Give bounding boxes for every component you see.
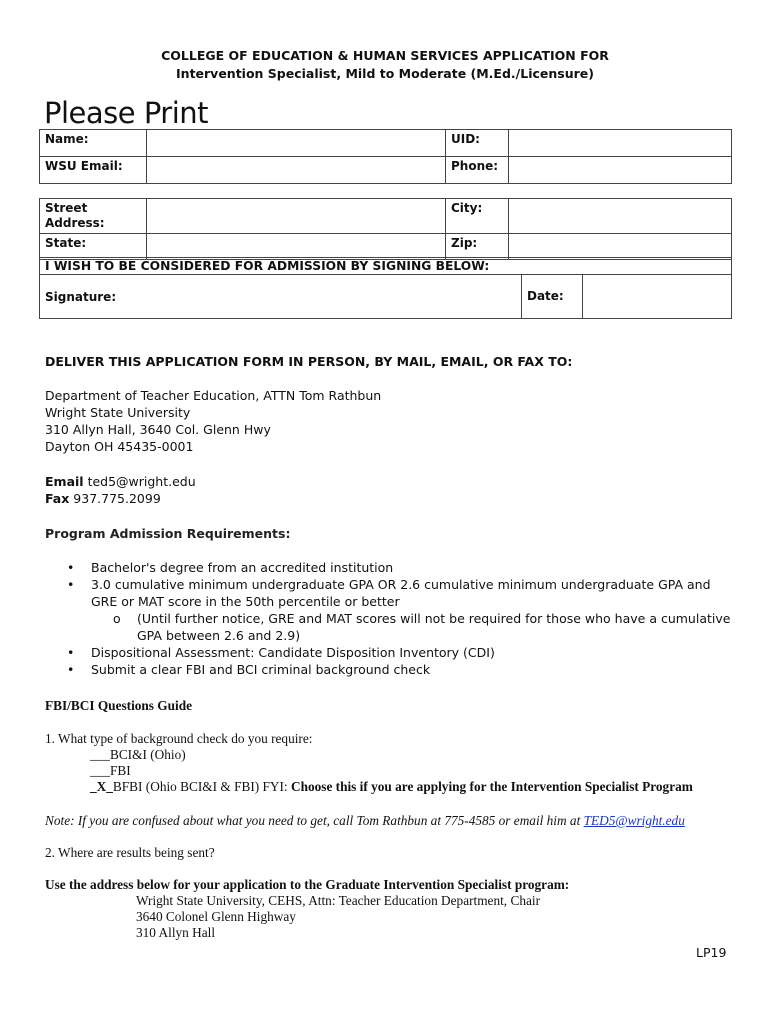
fax-label: Fax bbox=[45, 491, 70, 506]
name-label: Name: bbox=[40, 130, 147, 157]
form-code: LP19 bbox=[696, 945, 727, 960]
phone-label: Phone: bbox=[446, 157, 509, 184]
date-field[interactable] bbox=[583, 275, 732, 319]
bullet-icon: • bbox=[67, 560, 75, 575]
phone-field[interactable] bbox=[509, 157, 732, 184]
bullet-icon: • bbox=[67, 577, 75, 592]
contact-email bbox=[45, 473, 196, 490]
street-label-line2: Address: bbox=[45, 216, 105, 230]
zip-label: Zip: bbox=[446, 234, 509, 260]
consent-statement: I WISH TO BE CONSIDERED FOR ADMISSION BY SIGNING BELOW: bbox=[40, 258, 732, 275]
please-print-title: Please Print bbox=[44, 96, 209, 130]
city-label: City: bbox=[446, 199, 509, 234]
option-bfbi-note: Choose this if you are applying for the Intervention Specialist Program bbox=[290, 779, 693, 794]
requirements-list bbox=[45, 559, 735, 678]
address-line: Dayton OH 45435-0001 bbox=[45, 439, 194, 454]
option-fbi: ___FBI bbox=[90, 763, 131, 778]
deliver-heading: DELIVER THIS APPLICATION FORM IN PERSON, BY MAIL, EMAIL, OR FAX TO: bbox=[45, 354, 573, 369]
zip-field[interactable] bbox=[509, 234, 732, 260]
address-line: Wright State University bbox=[45, 405, 191, 420]
uid-label: UID: bbox=[446, 130, 509, 157]
header-line-2: Intervention Specialist, Mild to Moderate (M.Ed./Licensure) bbox=[176, 66, 594, 81]
requirement-item: • Submit a clear FBI and BCI criminal background check bbox=[67, 662, 431, 677]
name-field[interactable] bbox=[147, 130, 446, 157]
use-address-instruction: Use the address below for your application to the Graduate Intervention Specialist program: bbox=[45, 877, 570, 892]
requirements-heading: Program Admission Requirements: bbox=[45, 526, 291, 541]
results-address-line: 3640 Colonel Glenn Highway bbox=[136, 909, 296, 924]
results-address-line: Wright State University, CEHS, Attn: Teacher Education Department, Chair bbox=[136, 893, 540, 908]
bullet-icon: • bbox=[67, 645, 75, 660]
city-field[interactable] bbox=[509, 199, 732, 234]
requirement-item: • 3.0 cumulative minimum undergraduate GPA OR 2.6 cumulative minimum undergraduate GPA and GRE or MAT score in the 50th percentile or better bbox=[67, 577, 711, 609]
selected-mark: _X_ bbox=[90, 779, 113, 794]
email-value[interactable]: ted5@wright.edu bbox=[87, 474, 196, 489]
contact-note bbox=[45, 813, 685, 829]
signature-table bbox=[39, 257, 732, 319]
signature-field[interactable] bbox=[40, 275, 522, 319]
requirement-item: • Bachelor's degree from an accredited institution bbox=[67, 560, 394, 575]
requirement-subitem: o (Until further notice, GRE and MAT scores will not be required for those who have a cumulative GPA between 2.6 and 2.9) bbox=[113, 611, 731, 643]
contact-fax bbox=[45, 490, 161, 507]
note-email-link[interactable]: TED5@wright.edu bbox=[583, 813, 685, 828]
state-field[interactable] bbox=[147, 234, 446, 260]
street-label-line1: Street bbox=[45, 201, 88, 215]
wsu-email-field[interactable] bbox=[147, 157, 446, 184]
fbi-guide-heading: FBI/BCI Questions Guide bbox=[45, 698, 193, 713]
requirement-item: • Dispositional Assessment: Candidate Disposition Inventory (CDI) bbox=[67, 645, 495, 660]
option-bci: ___BCI&I (Ohio) bbox=[90, 747, 186, 762]
street-address-label bbox=[40, 199, 147, 234]
question-2: 2. Where are results being sent? bbox=[45, 845, 215, 860]
wsu-email-label: WSU Email: bbox=[40, 157, 147, 184]
signature-label: Signature: bbox=[45, 289, 117, 304]
results-address-block bbox=[136, 893, 540, 941]
email-label: Email bbox=[45, 474, 84, 489]
address-line: Department of Teacher Education, ATTN Tom Rathbun bbox=[45, 388, 382, 403]
note-text: Note: If you are confused about what you need to get, call Tom Rathbun at 775-4585 or email him at bbox=[45, 813, 584, 828]
bullet-icon: • bbox=[67, 662, 75, 677]
option-bfbi-text: BFBI (Ohio BCI&I & FBI) FYI: bbox=[112, 779, 291, 794]
question-1: 1. What type of background check do you require: bbox=[45, 731, 313, 746]
mailing-address-block bbox=[45, 387, 381, 455]
results-address-line: 310 Allyn Hall bbox=[136, 925, 216, 940]
option-bfbi bbox=[90, 779, 693, 795]
uid-field[interactable] bbox=[509, 130, 732, 157]
state-label: State: bbox=[40, 234, 147, 260]
circle-bullet-icon: o bbox=[113, 611, 121, 626]
street-address-field[interactable] bbox=[147, 199, 446, 234]
header-line-1: COLLEGE OF EDUCATION & HUMAN SERVICES APPLICATION FOR bbox=[161, 48, 609, 63]
address-line: 310 Allyn Hall, 3640 Col. Glenn Hwy bbox=[45, 422, 271, 437]
date-label: Date: bbox=[522, 275, 583, 319]
contact-form-table bbox=[39, 129, 732, 184]
fax-value: 937.775.2099 bbox=[73, 491, 161, 506]
address-form-table bbox=[39, 198, 732, 260]
